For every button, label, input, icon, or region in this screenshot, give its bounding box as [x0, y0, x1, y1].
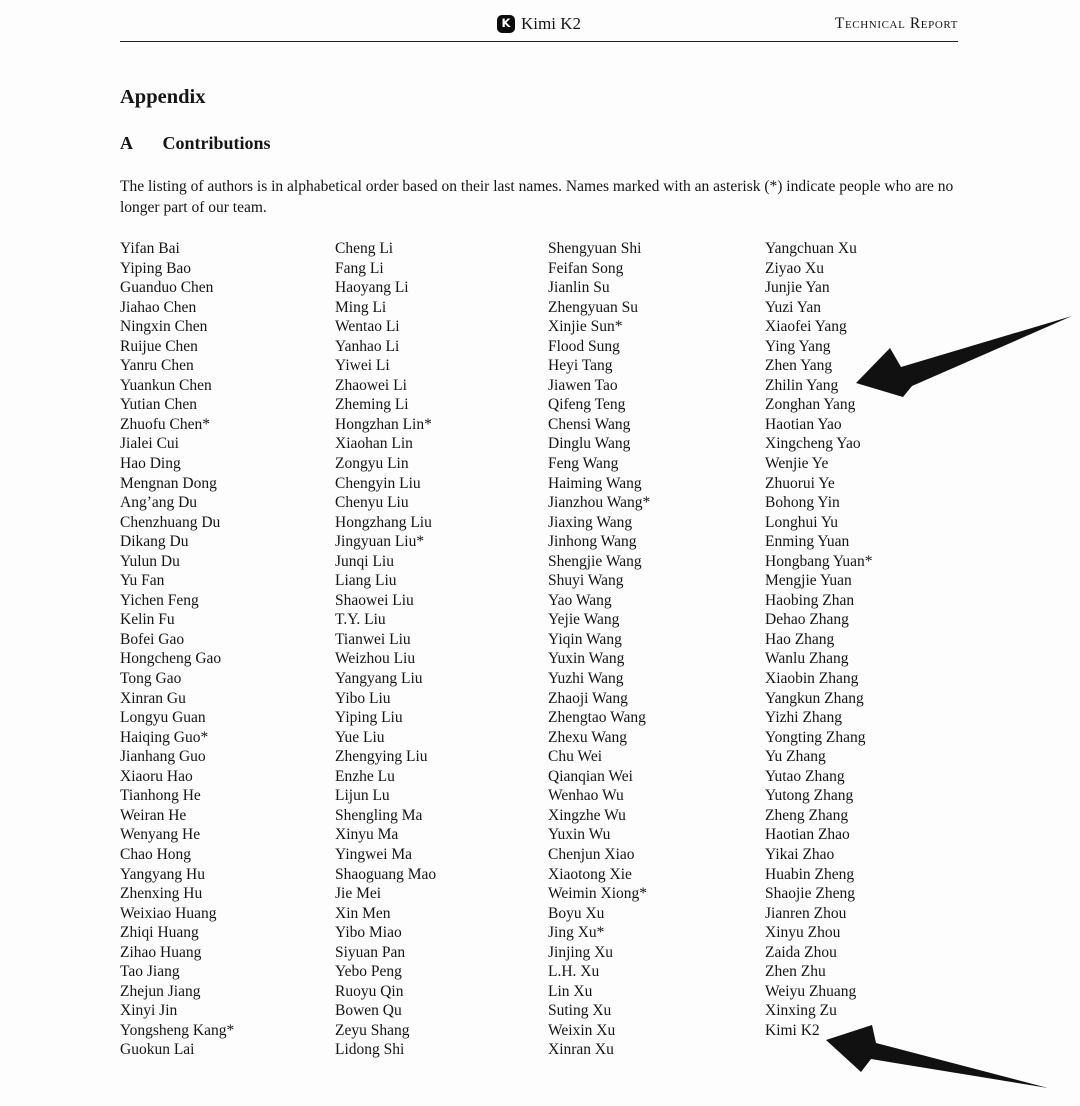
author-name: Yu Fan: [120, 572, 165, 590]
author-name: Hongcheng Gao: [120, 650, 222, 668]
author-name: Yulun Du: [120, 552, 180, 570]
author-name: Enming Yuan: [765, 533, 850, 551]
author-column-3: [548, 239, 765, 1060]
author-name: Hongzhang Liu: [335, 513, 432, 531]
author-name: Qianqian Wei: [548, 767, 633, 785]
author-name: Shuyi Wang: [548, 572, 624, 590]
author-name: Shengyuan Shi: [548, 240, 642, 257]
author-name: Wenhao Wu: [548, 787, 624, 805]
author-name: Zhenxing Hu: [120, 885, 203, 903]
appendix-title: Appendix: [120, 86, 206, 108]
author-name: Yuxin Wu: [548, 826, 611, 844]
author-name: Yiping Bao: [120, 259, 192, 277]
author-name: Yizhi Zhang: [765, 709, 843, 727]
author-name: Ruijue Chen: [120, 337, 198, 355]
author-name: Yangkun Zhang: [765, 689, 864, 707]
author-name: Tao Jiang: [120, 963, 180, 981]
author-name: Zhaoji Wang: [548, 689, 628, 707]
report-label: Technical Report: [834, 15, 958, 32]
author-name: Xiaoru Hao: [120, 767, 193, 785]
author-name: Chao Hong: [120, 845, 192, 863]
author-name: Huabin Zheng: [765, 865, 855, 883]
author-name: Zhiqi Huang: [120, 924, 199, 942]
author-name: Shengjie Wang: [548, 552, 642, 570]
author-name: Jinjing Xu: [548, 943, 614, 961]
author-name: Kimi K2: [765, 1021, 820, 1039]
author-name: Zhen Yang: [765, 357, 833, 375]
author-name: Zheming Li: [335, 396, 409, 414]
author-name: Chu Wei: [548, 748, 603, 766]
author-name: Flood Sung: [548, 337, 620, 355]
author-name: Jing Xu*: [548, 924, 605, 942]
author-name: Fang Li: [335, 259, 384, 277]
author-name: Wenjie Ye: [765, 455, 829, 473]
author-name: Zhaowei Li: [335, 376, 407, 394]
author-name: Yiwei Li: [335, 357, 390, 375]
author-name: Zongyu Lin: [335, 455, 409, 473]
author-name: Tianwei Liu: [335, 630, 411, 648]
author-name: Jiahao Chen: [120, 298, 197, 316]
author-name: Zaida Zhou: [765, 943, 837, 961]
author-name: Yangchuan Xu: [765, 240, 857, 257]
author-name: Zhexu Wang: [548, 728, 627, 746]
author-name: Ying Yang: [765, 337, 831, 355]
author-name: Jialei Cui: [120, 435, 179, 453]
author-name: Yanru Chen: [120, 357, 194, 375]
author-name: Haotian Yao: [765, 415, 842, 433]
author-column-2: [335, 239, 548, 1060]
author-name: Suting Xu: [548, 1002, 612, 1020]
author-name: Bohong Yin: [765, 494, 840, 512]
author-name: Hongzhan Lin*: [335, 415, 432, 433]
author-name: Yutao Zhang: [765, 767, 845, 785]
author-name: Xinran Gu: [120, 689, 186, 707]
author-name: Boyu Xu: [548, 904, 605, 922]
author-name: Weixiao Huang: [120, 904, 217, 922]
author-name: T.Y. Liu: [335, 611, 386, 629]
author-name: Jianzhou Wang*: [548, 494, 651, 512]
author-name: Yibo Miao: [335, 924, 402, 942]
author-name: Yejie Wang: [548, 611, 620, 629]
author-name: Yao Wang: [548, 591, 612, 609]
author-name: Mengnan Dong: [120, 474, 217, 492]
intro-text: The listing of authors is in alphabetical order based on their last names. Names marked with an asterisk (*) indicate people who are no longer part of our team.: [120, 178, 954, 216]
author-name: Xin Men: [335, 904, 391, 922]
author-name: Xinran Xu: [548, 1041, 614, 1059]
author-name: Weiyu Zhuang: [765, 982, 857, 1000]
brand: [120, 12, 958, 34]
author-name: Yanhao Li: [335, 337, 400, 355]
author-name: Yutong Zhang: [765, 787, 854, 805]
author-name: Jianren Zhou: [765, 904, 847, 922]
author-name: Shaojie Zheng: [765, 885, 855, 903]
author-name: Dehao Zhang: [765, 611, 849, 629]
author-name: Haobing Zhan: [765, 591, 855, 609]
author-name: Ang’ang Du: [120, 494, 198, 512]
author-name: Xiaobin Zhang: [765, 670, 859, 688]
author-name: Weimin Xiong*: [548, 885, 648, 903]
author-name: Tong Gao: [120, 670, 182, 688]
author-column-4: [765, 239, 965, 1040]
author-name: Xinyu Zhou: [765, 924, 841, 942]
author-name: Yu Zhang: [765, 748, 826, 766]
author-name: Chenjun Xiao: [548, 845, 635, 863]
author-name: Mengjie Yuan: [765, 572, 852, 590]
author-name: Jiawen Tao: [548, 376, 618, 394]
author-name: Qifeng Teng: [548, 396, 626, 414]
author-name: Hao Ding: [120, 455, 181, 473]
kimi-logo-icon: K: [497, 15, 515, 33]
author-name: Yangyang Hu: [120, 865, 205, 883]
author-name: Yangyang Liu: [335, 670, 423, 688]
author-name: Jianhang Guo: [120, 748, 206, 766]
author-name: Yuzi Yan: [765, 298, 821, 316]
author-name: Wenyang He: [120, 826, 201, 844]
author-name: Jiaxing Wang: [548, 513, 633, 531]
section-title: Contributions: [162, 133, 271, 153]
author-name: Chensi Wang: [548, 415, 631, 433]
author-name: Lin Xu: [548, 982, 593, 1000]
author-column-1: [120, 239, 335, 1060]
author-name: Shaoguang Mao: [335, 865, 437, 883]
author-name: Zeyu Shang: [335, 1021, 410, 1039]
author-name: Ming Li: [335, 298, 387, 316]
author-name: Yongsheng Kang*: [120, 1021, 235, 1039]
author-name: Feifan Song: [548, 259, 624, 277]
author-name: Jie Mei: [335, 885, 382, 903]
author-name: Yiqin Wang: [548, 630, 622, 648]
author-name: Zhen Zhu: [765, 963, 826, 981]
author-name: Haoyang Li: [335, 279, 409, 297]
author-name: Zhilin Yang: [765, 376, 839, 394]
section-heading: [120, 133, 271, 154]
author-name: Xingcheng Yao: [765, 435, 861, 453]
author-name: Yebo Peng: [335, 963, 402, 981]
author-name: Guanduo Chen: [120, 279, 214, 297]
author-name: Yichen Feng: [120, 591, 199, 609]
author-name: Jingyuan Liu*: [335, 533, 425, 551]
author-name: Enzhe Lu: [335, 767, 395, 785]
author-name: Haotian Zhao: [765, 826, 850, 844]
author-name: Ziyao Xu: [765, 259, 824, 277]
author-name: Zihao Huang: [120, 943, 202, 961]
author-name: Hao Zhang: [765, 630, 835, 648]
author-name: Siyuan Pan: [335, 943, 406, 961]
author-name: Yue Liu: [335, 728, 385, 746]
author-name: Wanlu Zhang: [765, 650, 849, 668]
section-letter: A: [120, 133, 133, 153]
author-name: Chenyu Liu: [335, 494, 409, 512]
author-name: Tianhong He: [120, 787, 201, 805]
author-name: Xiaohan Lin: [335, 435, 413, 453]
author-name: Ningxin Chen: [120, 318, 208, 336]
author-name: Xiaotong Xie: [548, 865, 632, 883]
author-name: Zhengying Liu: [335, 748, 428, 766]
author-name: Yongting Zhang: [765, 728, 866, 746]
author-name: Junjie Yan: [765, 279, 830, 297]
author-name: Xingzhe Wu: [548, 806, 626, 824]
author-name: Haiqing Guo*: [120, 728, 209, 746]
author-name: Jianlin Su: [548, 279, 610, 297]
author-name: Yuxin Wang: [548, 650, 625, 668]
author-name: Yiping Liu: [335, 709, 403, 727]
header-rule: [120, 41, 958, 42]
author-name: Guokun Lai: [120, 1041, 195, 1059]
author-name: Hongbang Yuan*: [765, 552, 873, 570]
author-name: Yuankun Chen: [120, 376, 212, 394]
author-name: Chenzhuang Du: [120, 513, 221, 531]
author-name: Feng Wang: [548, 455, 619, 473]
author-name: Xiaofei Yang: [765, 318, 847, 336]
author-name: Bofei Gao: [120, 630, 185, 648]
author-name: Zhejun Jiang: [120, 982, 201, 1000]
author-name: Weixin Xu: [548, 1021, 616, 1039]
author-name: Yuzhi Wang: [548, 670, 624, 688]
author-name: Xinyu Ma: [335, 826, 399, 844]
author-name: Cheng Li: [335, 240, 394, 257]
author-name: Longhui Yu: [765, 513, 839, 531]
author-name: Bowen Qu: [335, 1002, 402, 1020]
author-name: Lidong Shi: [335, 1041, 405, 1059]
author-name: Lijun Lu: [335, 787, 390, 805]
author-name: Kelin Fu: [120, 611, 175, 629]
author-name: Yutian Chen: [120, 396, 198, 414]
author-name: Xinyi Jin: [120, 1002, 178, 1020]
author-name: Zheng Zhang: [765, 806, 849, 824]
author-name: Zhengyuan Su: [548, 298, 638, 316]
author-name: Dinglu Wang: [548, 435, 631, 453]
author-name: Weizhou Liu: [335, 650, 416, 668]
author-name: Zhengtao Wang: [548, 709, 646, 727]
author-name: Yifan Bai: [120, 240, 180, 257]
author-name: Xinxing Zu: [765, 1002, 837, 1020]
author-name: Yikai Zhao: [765, 845, 835, 863]
author-name: Weiran He: [120, 806, 187, 824]
author-name: Yibo Liu: [335, 689, 391, 707]
author-name: Longyu Guan: [120, 709, 206, 727]
author-name: Zonghan Yang: [765, 396, 856, 414]
author-name: Zhuofu Chen*: [120, 415, 210, 433]
author-name: Shaowei Liu: [335, 591, 414, 609]
brand-name: Kimi K2: [521, 13, 581, 33]
author-name: Xinjie Sun*: [548, 318, 623, 336]
author-name: Ruoyu Qin: [335, 982, 404, 1000]
running-header: [120, 12, 958, 38]
author-name: Shengling Ma: [335, 806, 423, 824]
author-name: L.H. Xu: [548, 963, 600, 981]
author-list: [120, 239, 1080, 1060]
author-name: Chengyin Liu: [335, 474, 421, 492]
author-name: Junqi Liu: [335, 552, 394, 570]
author-name: Wentao Li: [335, 318, 400, 336]
author-name: Dikang Du: [120, 533, 189, 551]
author-name: Heyi Tang: [548, 357, 613, 375]
author-name: Zhuorui Ye: [765, 474, 835, 492]
author-name: Haiming Wang: [548, 474, 642, 492]
author-name: Yingwei Ma: [335, 845, 413, 863]
author-name: Jinhong Wang: [548, 533, 637, 551]
author-name: Liang Liu: [335, 572, 397, 590]
